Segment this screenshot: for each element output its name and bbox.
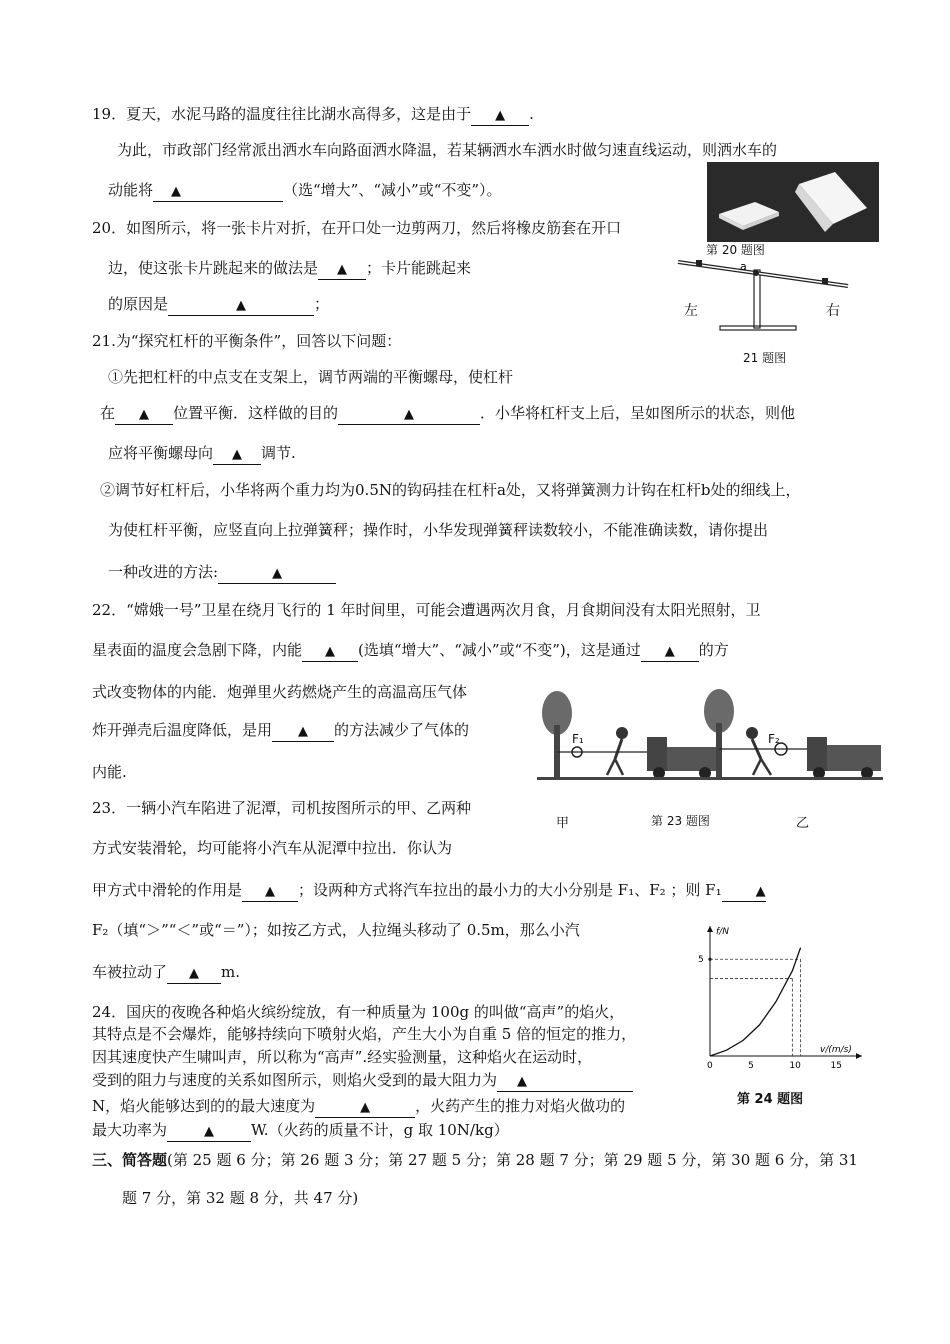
q19-line3: 动能将 ▲ （选“增大”、“减小”或“不变”）。 xyxy=(108,180,502,202)
tree-jia xyxy=(542,691,572,779)
answer-blank[interactable]: ▲ xyxy=(213,444,261,465)
x-tick-label: 5 xyxy=(748,1061,754,1071)
q21-line1: 21.为“探究杠杆的平衡条件”，回答以下问题： xyxy=(92,332,402,350)
q23-pulley-figure xyxy=(537,685,883,785)
q20-card-photo xyxy=(707,162,879,242)
q19-text-a: 19．夏天，水泥马路的温度往往比湖水高得多，这是由于 xyxy=(92,105,472,123)
q20-line2: 边，使这张卡片跳起来的做法是 ▲ ；卡片能跳起来 xyxy=(108,258,471,280)
section3-line2: 题 7 分，第 32 题 8 分，共 47 分) xyxy=(122,1189,359,1207)
answer-blank[interactable]: ▲ xyxy=(167,963,221,984)
answer-blank[interactable]: ▲ xyxy=(497,1071,633,1092)
q24-friction-velocity-chart xyxy=(696,922,866,1072)
q23-line1: 23．一辆小汽车陷进了泥潭，司机按图所示的甲、乙两种 xyxy=(92,799,472,817)
q23-label-yi: 乙 xyxy=(796,816,810,831)
q23-line3: 甲方式中滑轮的作用是 ▲ ；设两种方式将汽车拉出的最小力的大小分别是 F₁、F₂ ；则 F₁ ▲ xyxy=(92,880,766,902)
q24-line5: N，焰火能够达到的的最大速度为 ▲ ，火药产生的推力对焰火做功的 xyxy=(92,1096,625,1118)
answer-blank[interactable]: ▲ xyxy=(167,1121,251,1142)
q23-line2: 方式安装滑轮，均可能将小汽车从泥潭中拉出．你认为 xyxy=(92,839,453,857)
q23-line5: 车被拉动了 ▲ m. xyxy=(92,962,240,984)
x-tick-label: 0 xyxy=(707,1061,713,1071)
q21-line2: ①先把杠杆的中点支在支架上，调节两端的平衡螺母，使杠杆 xyxy=(108,368,514,386)
q21-figure-caption: 21 题图 xyxy=(743,351,787,365)
section3-heading: 三、简答题 xyxy=(92,1151,168,1169)
q21-line3: 在 ▲ 位置平衡．这样做的目的 ▲ ．小华将杠杆支上后，呈如图所示的状态，则他 xyxy=(100,403,795,425)
q22-line2: 星表面的温度会急剧下降，内能 ▲ (选填“增大”、“减小”或“不变”)，这是通过 ▲ 的方 xyxy=(92,640,729,662)
section3-header: 三、简答题(第 25 题 6 分；第 26 题 3 分；第 27 题 5 分；第 28 题 7 分；第 29 题 5 分，第 30 题 6 分，第 31 xyxy=(92,1151,858,1169)
y-axis-label: f/N xyxy=(716,927,729,937)
q22-line5: 内能. xyxy=(92,763,127,781)
q19-line2: 为此，市政部门经常派出洒水车向路面洒水降温，若某辆洒水车洒水时做匀速直线运动，则洒水车的 xyxy=(117,141,778,159)
q21-line7: 一种改进的方法: ▲ xyxy=(108,562,336,584)
q21-line5: ②调节好杠杆后，小华将两个重力均为0.5N的钩码挂在杠杆a处，又将弹簧测力计钩在杠杆b处的细线上， xyxy=(100,481,801,499)
q22-line3: 式改变物体的内能．炮弹里火药燃烧产生的高温高压气体 xyxy=(92,683,468,701)
q24-line2: 其特点是不会爆炸，能够持续向下喷射火焰，产生大小为自重 5 倍的恒定的推力， xyxy=(92,1025,637,1043)
q21-line6: 为使杠杆平衡，应竖直向上拉弹簧秤；操作时，小华发现弹簧秤读数较小，不能准确读数，请你提出 xyxy=(108,521,769,539)
q23-label-f2: F₂ xyxy=(768,732,780,746)
person-jia xyxy=(607,727,628,775)
truck-jia xyxy=(647,737,717,779)
q20-figure-caption: 第 20 题图 xyxy=(706,243,765,257)
q23-line4: F₂（填“＞”“＜”或“＝”）；如按乙方式，人拉绳头移动了 0.5m，那么小汽 xyxy=(92,921,580,939)
answer-blank[interactable]: ▲ xyxy=(722,881,766,902)
q21-line4: 应将平衡螺母向 ▲ 调节. xyxy=(108,443,296,465)
answer-blank[interactable]: ▲ xyxy=(338,404,480,425)
lever-bar xyxy=(678,260,848,286)
answer-blank[interactable]: ▲ xyxy=(318,259,366,280)
answer-blank[interactable]: ▲ xyxy=(168,295,314,316)
q23-label-jia: 甲 xyxy=(556,816,570,831)
q24-line4: 受到的阻力与速度的关系如图所示，则焰火受到的最大阻力为 ▲ xyxy=(92,1070,633,1092)
x-tick-label: 10 xyxy=(789,1061,801,1071)
series-line-0 xyxy=(710,948,801,1056)
x-axis-arrow xyxy=(856,1053,862,1059)
q24-line6: 最大功率为 ▲ W.（火药的质量不计，g 取 10N/kg） xyxy=(92,1120,509,1142)
q24-line3: 因其速度快产生啸叫声，所以称为“高声”.经实验测量，这种焰火在运动时， xyxy=(92,1048,593,1066)
q20-line1: 20．如图所示，将一张卡片对折，在开口处一边剪两刀，然后将橡皮筋套在开口 xyxy=(92,219,622,237)
q21-label-right: 右 xyxy=(826,303,840,319)
q20-line3: 的原因是 ▲ ； xyxy=(108,294,329,316)
answer-blank[interactable]: ▲ xyxy=(315,1097,415,1118)
q22-line4: 炸开弹壳后温度降低，是用 ▲ 的方法减少了气体的 xyxy=(92,720,469,742)
q23-label-f1: F₁ xyxy=(572,732,584,746)
q19-line1: 19．夏天，水泥马路的温度往往比湖水高得多，这是由于 ▲ . xyxy=(92,104,534,126)
answer-blank[interactable]: ▲ xyxy=(153,181,283,202)
answer-blank[interactable]: ▲ xyxy=(218,563,336,584)
q24-figure-caption: 第 24 题图 xyxy=(737,1092,804,1107)
q22-line1: 22．“嫦娥一号”卫星在绕月飞行的 1 年时间里，可能会遭遇两次月食，月食期间没有太阳光照射，卫 xyxy=(92,601,761,619)
truck-yi xyxy=(807,737,881,779)
answer-blank[interactable]: ▲ xyxy=(115,404,173,425)
answer-blank[interactable]: ▲ xyxy=(272,721,334,742)
y-tick-label: 5 xyxy=(698,955,704,966)
answer-blank[interactable]: ▲ xyxy=(641,641,699,662)
q24-line1: 24．国庆的夜晚各种焰火缤纷绽放，有一种质量为 100g 的叫做“高声”的焰火， xyxy=(92,1003,625,1021)
x-tick-label: 15 xyxy=(830,1061,842,1071)
q21-label-left: 左 xyxy=(684,303,698,319)
x-axis-label: v/(m/s) xyxy=(820,1045,852,1055)
answer-blank[interactable]: ▲ xyxy=(471,105,529,126)
answer-blank[interactable]: ▲ xyxy=(302,641,358,662)
y-axis-arrow xyxy=(707,926,713,932)
lever-point-a: a xyxy=(740,260,747,273)
answer-blank[interactable]: ▲ xyxy=(242,881,298,902)
q23-figure-caption: 第 23 题图 xyxy=(651,814,710,828)
